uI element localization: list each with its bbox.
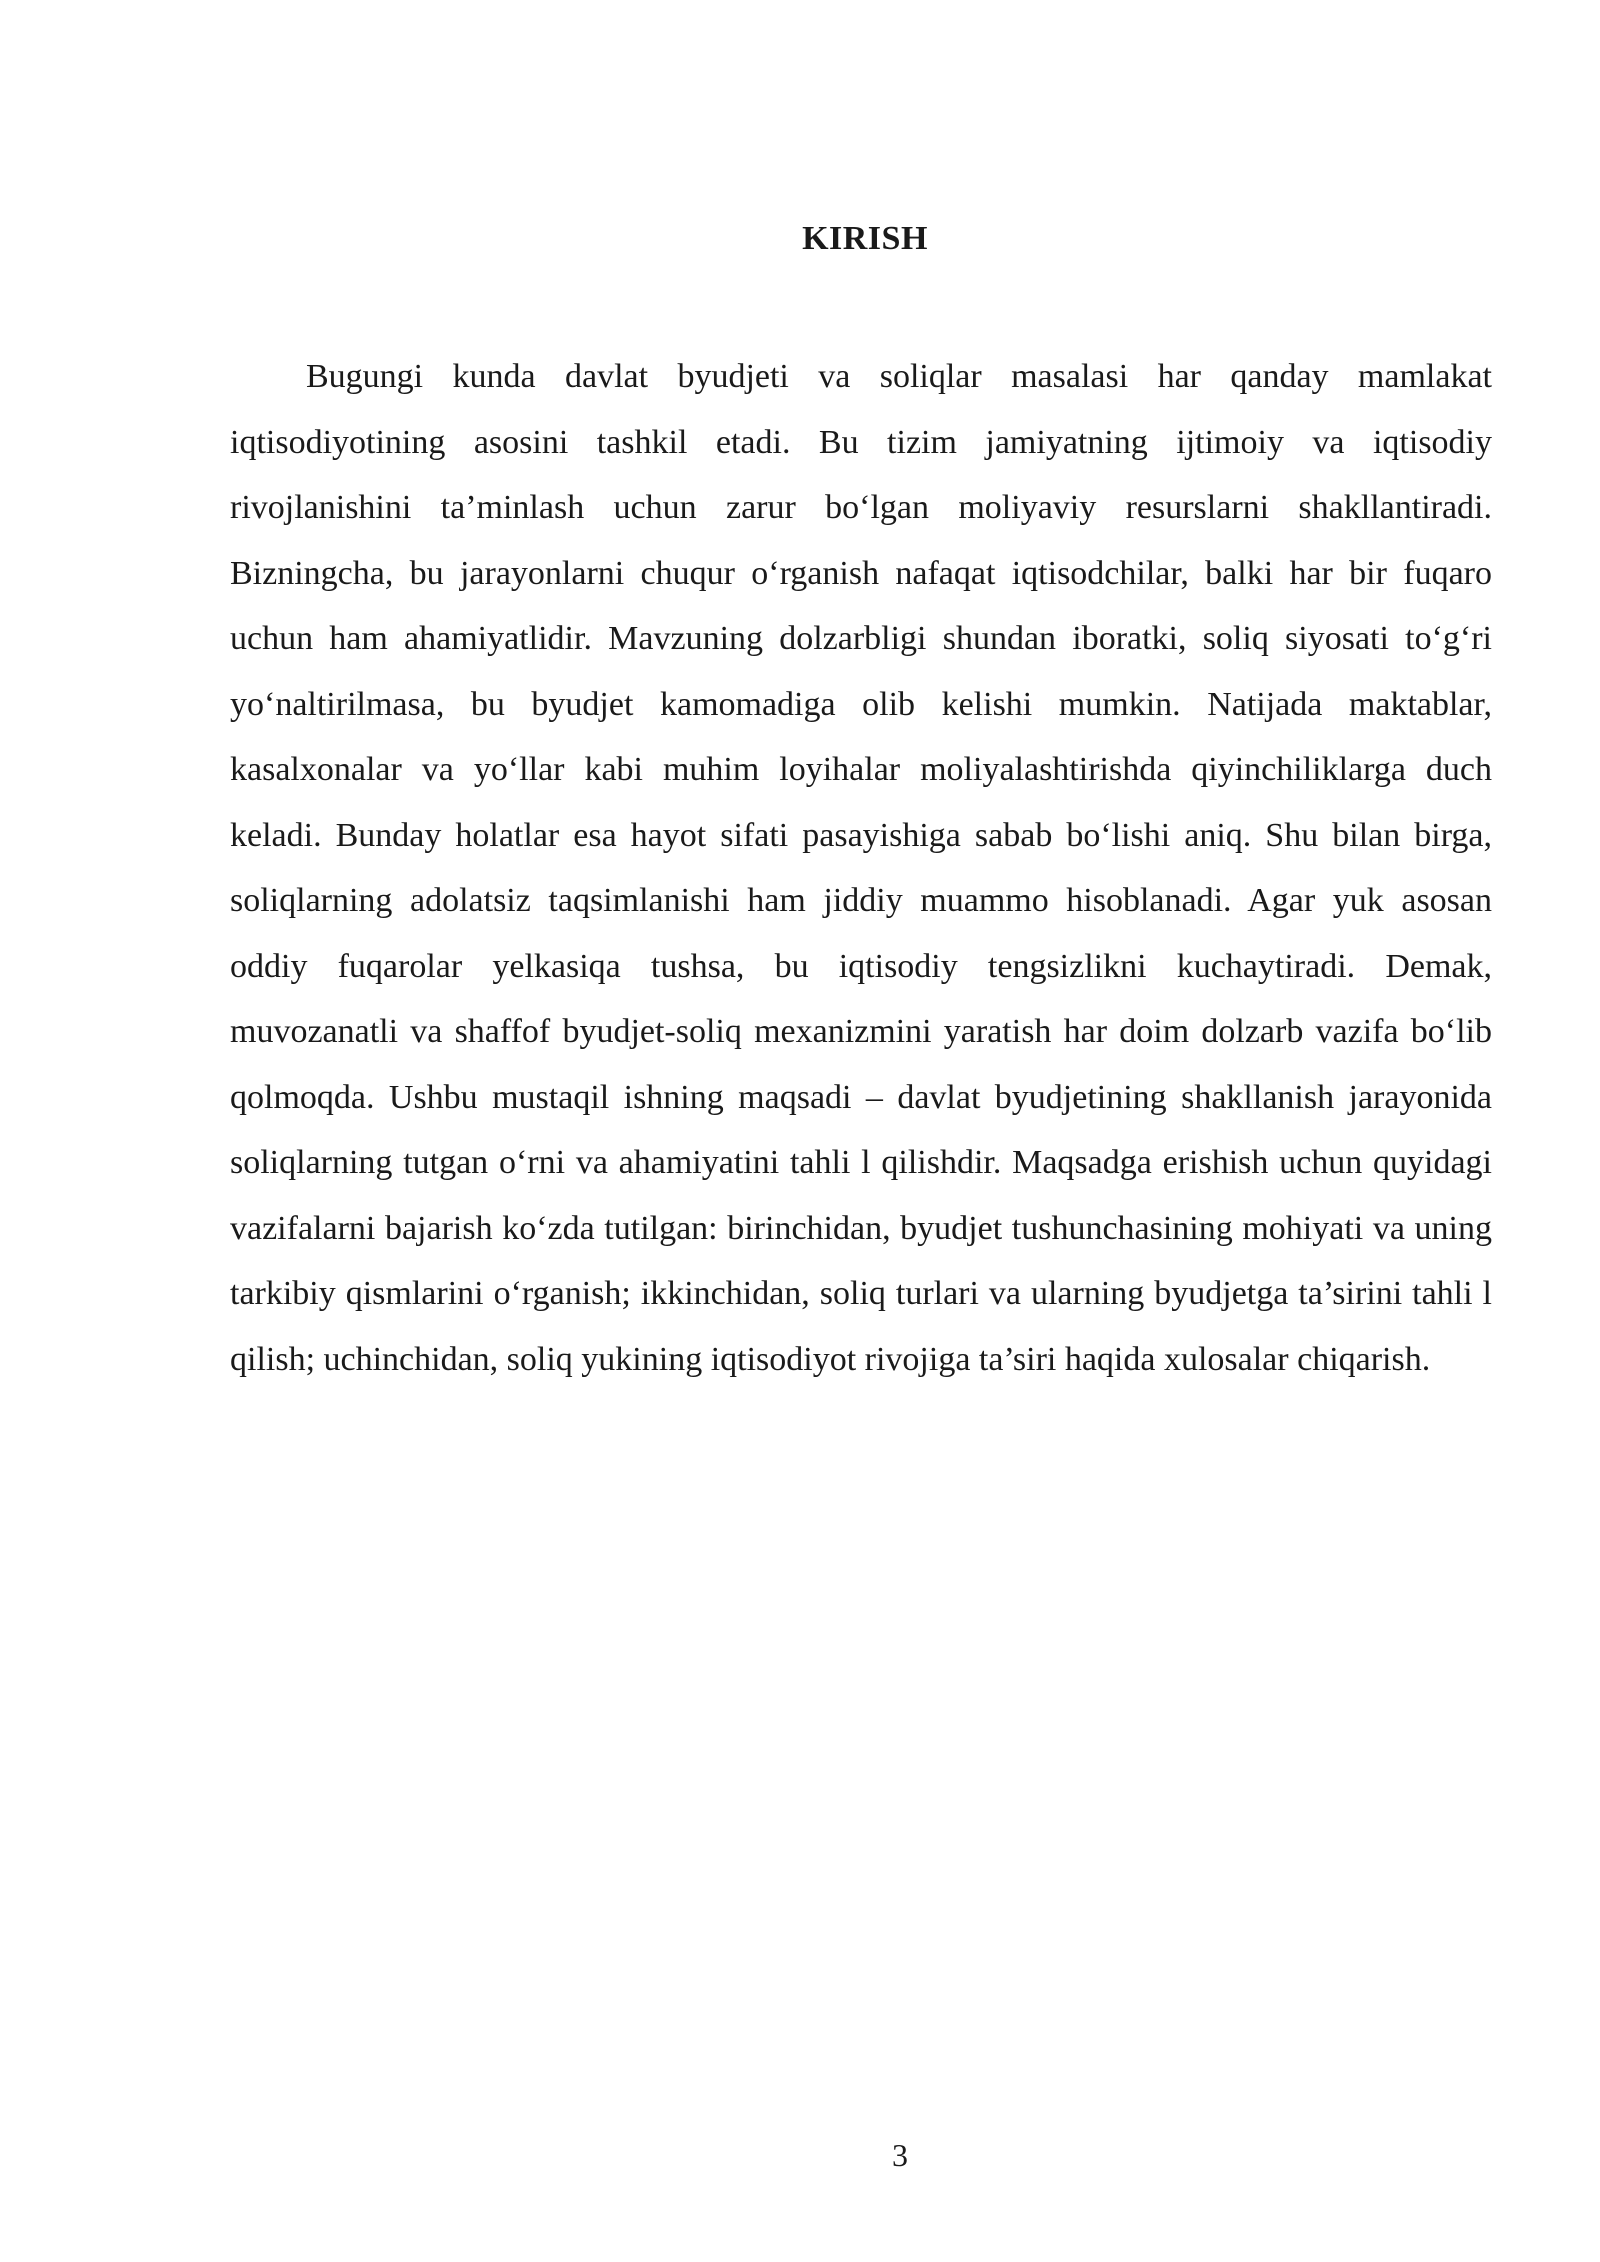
page-title: KIRISH xyxy=(802,220,928,257)
body-paragraph: Bugungi kunda davlat byudjeti va soliqlar masalasi har qanday mamlakat iqtisodiyotining asosini tashkil etadi. Bu tizim jamiyatning ijtimoiy va iqtisodiy rivojlanishini ta’minlash uchun zarur bo‘lgan moliyaviy resurslarni shakllantiradi. Bizningcha, bu jarayonlarni chuqur o‘rganish nafaqat iqtisodchilar, balki har bir fuqaro uchun ham ahamiyatlidir. Mavzuning dolzarbligi shundan iboratki, soliq siyosati to‘g‘ri yo‘naltirilmasa, bu byudjet kamomadiga olib kelishi mumkin. Natijada maktablar, kasalxonalar va yo‘llar kabi muhim loyihalar moliyalashtirishda qiyinchiliklarga duch keladi. Bunday holatlar esa hayot sifati pasayishiga sabab bo‘lishi aniq. Shu bilan birga, soliqlarning adolatsiz taqsimlanishi ham jiddiy muammo hisoblanadi. Agar yuk asosan oddiy fuqarolar yelkasiqa tushsa, bu iqtisodiy tengsizlikni kuchaytiradi. Demak, muvozanatli va shaffof byudjet-soliq mexanizmini yaratish har doim dolzarb vazifa bo‘lib qolmoqda. Ushbu mustaqil ishning maqsadi – davlat byudjetining shakllanish jarayonida soliqlarning tutgan o‘rni va ahamiyatini tahli l qilishdir. Maqsadga erishish uchun quyidagi vazifalarni bajarish ko‘zda tutilgan: birinchidan, byudjet tushunchasining mohiyati va uning tarkibiy qismlarini o‘rganish; ikkinchidan, soliq turlari va ularning byudjetga ta’sirini tahli l qilish; uchinchidan, soliq yukining iqtisodiyot rivojiga ta’siri haqida xulosalar chiqarish. xyxy=(230,358,1492,1378)
page-number: 3 xyxy=(892,2137,908,2173)
